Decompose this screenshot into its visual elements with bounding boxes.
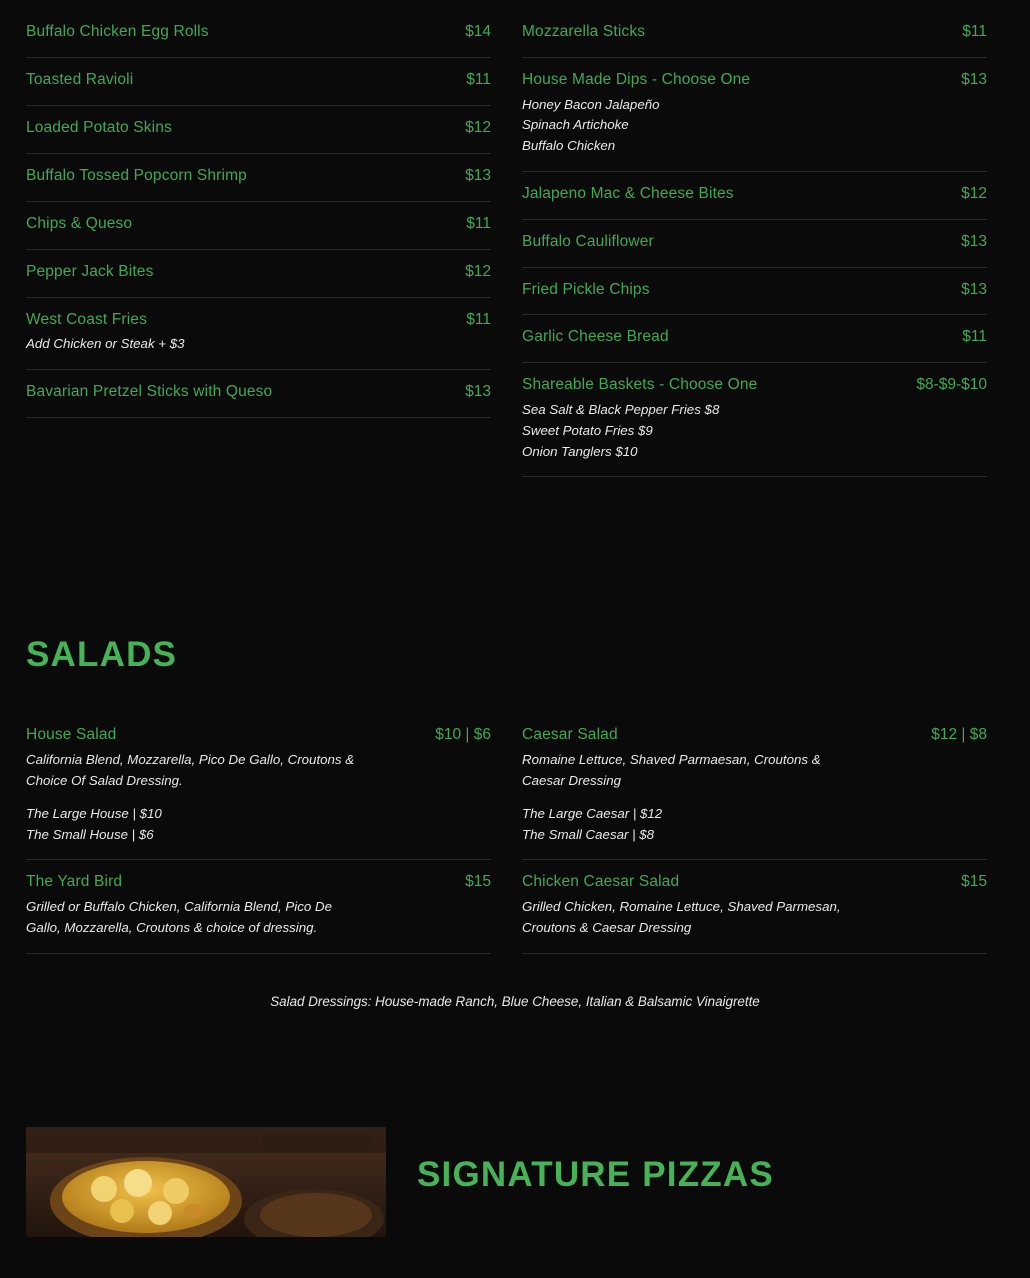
item-name: Chips & Queso <box>26 214 133 232</box>
menu-item <box>522 268 987 316</box>
desc-line: The Small House | $6 <box>26 826 154 842</box>
desc-line: The Large Caesar | $12 <box>522 806 663 822</box>
item-price: $15 <box>961 873 987 891</box>
desc-line: Add Chicken or Steak + $3 <box>26 336 185 352</box>
menu-item <box>26 58 491 106</box>
desc-line: Grilled Chicken, Romaine Lettuce, Shaved Parmesan, <box>522 899 841 915</box>
menu-item <box>522 363 987 477</box>
menu-item <box>522 172 987 220</box>
item-name: Buffalo Chicken Egg Rolls <box>26 23 209 40</box>
item-name: Buffalo Cauliflower <box>522 232 654 250</box>
item-name: West Coast Fries <box>26 310 147 328</box>
menu-item <box>26 713 491 860</box>
menu-item <box>26 154 491 202</box>
item-name: House Made Dips - Choose One <box>522 70 751 88</box>
item-price: $13 <box>465 166 491 184</box>
item-name: Fried Pickle Chips <box>522 280 650 298</box>
item-description <box>26 750 426 845</box>
menu-item <box>26 370 491 418</box>
desc-line: Onion Tanglers $10 <box>522 443 638 459</box>
item-price: $8-$9-$10 <box>916 376 987 394</box>
item-name: Pepper Jack Bites <box>26 262 154 280</box>
desc-spacer <box>522 791 922 804</box>
item-description <box>26 897 426 938</box>
menu-item <box>26 0 491 58</box>
desc-line: The Large House | $10 <box>26 806 162 822</box>
desc-line: California Blend, Mozzarella, Pico De Gallo, Croutons & <box>26 752 355 768</box>
pizza-photo <box>26 1127 386 1237</box>
desc-line: Spinach Artichoke <box>522 117 629 133</box>
salads-left-column <box>26 713 491 954</box>
menu-item <box>522 220 987 268</box>
desc-line: Sweet Potato Fries $9 <box>522 422 653 438</box>
item-description <box>26 334 426 355</box>
item-price: $13 <box>961 280 987 298</box>
desc-line: Buffalo Chicken <box>522 138 616 154</box>
section-title-salads: SALADS <box>26 635 178 675</box>
desc-line: Romaine Lettuce, Shaved Parmaesan, Croutons & <box>522 752 821 768</box>
item-price: $10 | $6 <box>435 726 491 744</box>
item-price: $11 <box>466 310 491 328</box>
item-name: Chicken Caesar Salad <box>522 873 680 891</box>
item-description <box>522 400 922 462</box>
item-price: $11 <box>962 23 987 40</box>
item-name: Loaded Potato Skins <box>26 118 172 136</box>
desc-line: Honey Bacon Jalapeño <box>522 96 660 112</box>
desc-line: Sea Salt & Black Pepper Fries $8 <box>522 402 720 418</box>
salad-dressings-note: Salad Dressings: House-made Ranch, Blue Cheese, Italian & Balsamic Vinaigrette <box>270 993 760 1009</box>
menu-item <box>26 202 491 250</box>
section-title-pizzas: SIGNATURE PIZZAS <box>417 1154 774 1194</box>
appetizers-right-column <box>522 0 987 477</box>
desc-line: Gallo, Mozzarella, Croutons & choice of dressing. <box>26 920 318 935</box>
item-price: $11 <box>466 214 491 232</box>
desc-spacer <box>26 791 426 804</box>
menu-item <box>26 860 491 953</box>
item-name: The Yard Bird <box>26 873 123 891</box>
menu-item <box>26 250 491 298</box>
item-price: $13 <box>961 232 987 250</box>
item-price: $11 <box>466 70 491 88</box>
menu-item <box>522 315 987 363</box>
item-name: Bavarian Pretzel Sticks with Queso <box>26 383 273 401</box>
appetizers-section <box>0 0 1030 477</box>
item-price: $15 <box>465 873 491 891</box>
menu-item <box>522 860 987 953</box>
item-name: Jalapeno Mac & Cheese Bites <box>522 184 734 202</box>
appetizers-left-column <box>26 0 491 477</box>
menu-item <box>522 58 987 172</box>
salads-right-column <box>522 713 987 954</box>
item-price: $12 <box>465 262 491 280</box>
item-name: Toasted Ravioli <box>26 70 134 88</box>
desc-line: Choice Of Salad Dressing. <box>26 772 183 788</box>
item-name: Mozzarella Sticks <box>522 23 646 40</box>
item-name: Shareable Baskets - Choose One <box>522 376 758 394</box>
item-name: Caesar Salad <box>522 726 618 744</box>
desc-line: Caesar Dressing <box>522 772 622 788</box>
item-price: $11 <box>962 328 987 346</box>
item-name: Garlic Cheese Bread <box>522 328 669 346</box>
item-description <box>522 897 922 938</box>
salads-section <box>0 713 1030 954</box>
item-price: $13 <box>465 383 491 401</box>
item-price: $14 <box>465 23 491 40</box>
menu-item <box>522 0 987 58</box>
pizzas-section <box>0 1127 1030 1237</box>
item-name: House Salad <box>26 726 117 744</box>
menu-item <box>26 298 491 371</box>
item-name: Buffalo Tossed Popcorn Shrimp <box>26 166 247 184</box>
menu-item <box>522 713 987 860</box>
item-price: $13 <box>961 70 987 88</box>
desc-line: Croutons & Caesar Dressing <box>522 920 692 935</box>
menu-item <box>26 106 491 154</box>
item-description <box>522 95 922 157</box>
item-price: $12 <box>465 118 491 136</box>
desc-line: Grilled or Buffalo Chicken, California Blend, Pico De <box>26 899 332 915</box>
item-price: $12 | $8 <box>931 726 987 744</box>
desc-line: The Small Caesar | $8 <box>522 826 655 842</box>
item-description <box>522 750 922 845</box>
item-price: $12 <box>961 184 987 202</box>
